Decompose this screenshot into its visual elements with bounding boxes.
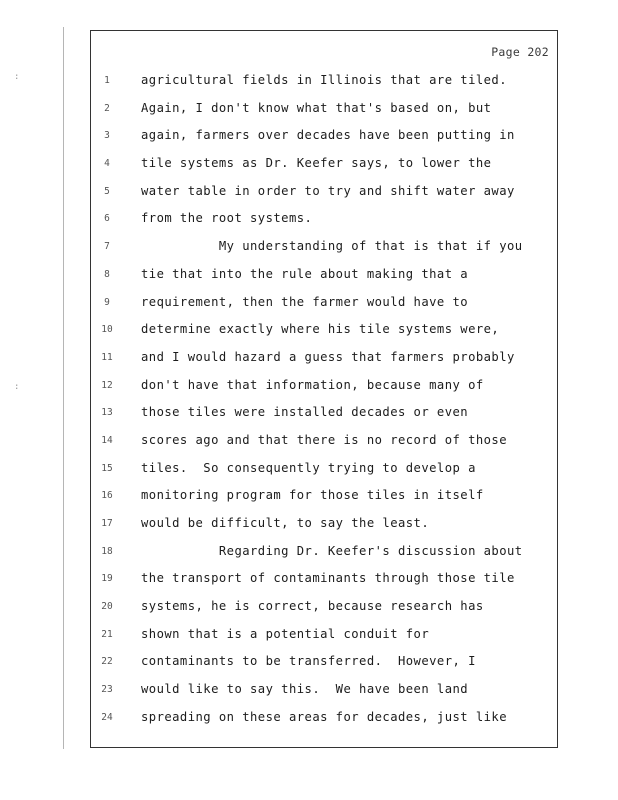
transcript-line [91, 538, 557, 566]
line-text: monitoring program for those tiles in itself [141, 488, 484, 503]
transcript-line [91, 344, 557, 372]
transcript-page [90, 30, 558, 748]
line-number: 7 [104, 241, 110, 253]
transcript-line [91, 593, 557, 621]
line-text: scores ago and that there is no record of those [141, 432, 508, 447]
transcript-line [91, 399, 557, 427]
transcript-line [91, 510, 557, 538]
transcript-lines [91, 67, 557, 732]
line-text: the transport of contaminants through those tile [141, 571, 515, 586]
line-text: tile systems as Dr. Keefer says, to lower the [141, 156, 492, 171]
line-number: 17 [101, 518, 113, 529]
line-number: 15 [101, 462, 113, 474]
line-text: Regarding Dr. Keefer's discussion about [141, 543, 523, 558]
line-number: 6 [104, 213, 110, 225]
line-text: agricultural fields in Illinois that are tiled. [141, 73, 508, 87]
line-number: 3 [104, 130, 110, 142]
transcript-line [91, 233, 557, 261]
line-text: would like to say this. We have been land [141, 682, 469, 697]
line-number: 2 [104, 102, 110, 114]
line-number: 23 [101, 684, 113, 696]
transcript-line [91, 482, 557, 510]
line-number: 16 [101, 490, 113, 502]
transcript-line [91, 178, 557, 206]
transcript-line [91, 455, 557, 483]
line-text: requirement, then the farmer would have to [141, 294, 469, 309]
transcript-line [91, 205, 557, 233]
line-text: shown that is a potential conduit for [141, 626, 430, 641]
transcript-line [91, 67, 557, 95]
line-text: My understanding of that is that if you [141, 239, 523, 254]
line-text: from the root systems. [141, 211, 313, 226]
line-text: don't have that information, because many of [141, 377, 484, 392]
line-number: 18 [101, 545, 113, 557]
transcript-line [91, 95, 557, 123]
transcript-line [91, 676, 557, 704]
line-number: 12 [101, 379, 113, 391]
line-number: 8 [104, 268, 110, 280]
line-text: would be difficult, to say the least. [141, 516, 430, 530]
transcript-line [91, 289, 557, 317]
line-number: 24 [101, 711, 113, 723]
line-text: again, farmers over decades have been putting in [141, 128, 515, 143]
transcript-line [91, 372, 557, 400]
line-text: and I would hazard a guess that farmers probably [141, 349, 515, 364]
transcript-line [91, 648, 557, 676]
margin-mark-middle: : [14, 382, 20, 392]
line-number: 10 [101, 324, 113, 336]
line-text: tiles. So consequently trying to develop a [141, 460, 476, 475]
transcript-line [91, 122, 557, 150]
line-number: 5 [104, 185, 110, 197]
transcript-line [91, 261, 557, 289]
line-text: determine exactly where his tile systems were, [141, 322, 500, 337]
line-text: spreading on these areas for decades, just like [141, 709, 508, 724]
line-number: 4 [104, 158, 110, 170]
transcript-line [91, 150, 557, 178]
transcript-line [91, 621, 557, 649]
line-text: water table in order to try and shift water away [141, 183, 515, 198]
line-text: those tiles were installed decades or even [141, 405, 469, 420]
line-number: 11 [101, 351, 113, 363]
line-number: 13 [101, 407, 113, 419]
line-number: 21 [101, 628, 113, 640]
transcript-line [91, 316, 557, 344]
line-text: Again, I don't know what that's based on, but [141, 100, 492, 115]
transcript-line [91, 565, 557, 593]
line-number: 19 [101, 573, 113, 585]
transcript-line [91, 704, 557, 732]
line-number: 9 [104, 296, 110, 308]
line-number: 20 [101, 601, 113, 613]
line-text: contaminants to be transferred. However, I [141, 654, 476, 669]
margin-mark-top: : [14, 72, 20, 82]
line-number: 14 [101, 434, 113, 446]
page-number: Page 202 [491, 45, 549, 59]
line-text: systems, he is correct, because research has [141, 599, 484, 614]
line-number: 22 [101, 656, 113, 668]
transcript-line [91, 427, 557, 455]
line-text: tie that into the rule about making that a [141, 266, 469, 281]
line-number: 1 [104, 75, 110, 86]
